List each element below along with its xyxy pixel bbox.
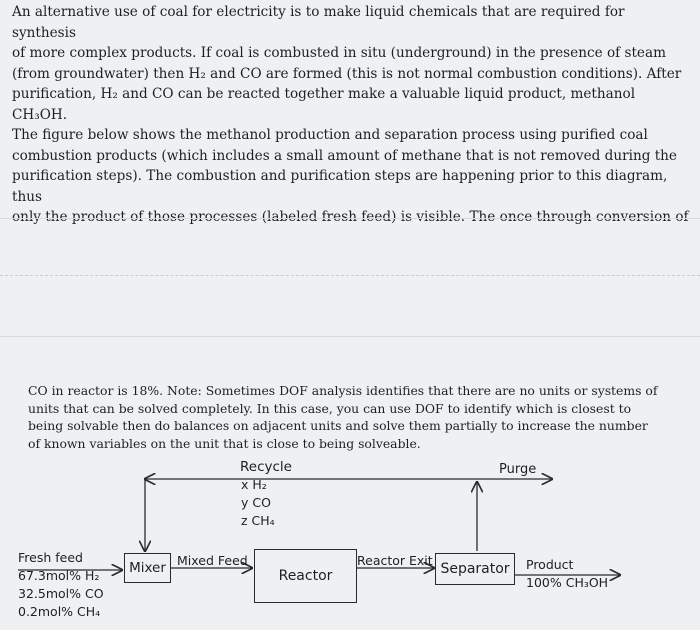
mixed-feed-label: Mixed Feed — [177, 553, 248, 568]
product-label: Product — [526, 557, 574, 572]
text-line: The figure below shows the methanol production and separation process using purified coal — [12, 127, 648, 143]
text-line: of known variables on the unit that is close to being solveable. — [28, 435, 421, 451]
recycle-component-co: y CO — [241, 495, 271, 510]
recycle-component-ch4: z CH₄ — [241, 513, 275, 528]
text-line: An alternative use of coal for electricity is to make liquid chemicals that are required for synthesis — [12, 4, 625, 41]
text-line: only the product of those processes (labeled fresh feed) is visible. The once through conversion of — [12, 209, 689, 225]
text-line: (from groundwater) then H₂ and CO are formed (this is not normal combustion conditions). After — [12, 65, 682, 82]
purge-label: Purge — [499, 462, 537, 477]
separator-label: Separator — [440, 561, 510, 577]
separator-unit — [435, 553, 515, 585]
flow-lines — [0, 455, 700, 630]
page-gap — [0, 218, 700, 338]
text-line: purification steps). The combustion and purification steps are happening prior to this diagram, thus — [12, 168, 668, 205]
divider — [0, 275, 700, 276]
problem-statement — [12, 2, 692, 228]
reactor-exit-label: Reactor Exit — [357, 553, 433, 568]
text-line: being solvable then do balances on adjacent units and solve them partially to increase the number — [28, 418, 648, 433]
recycle-label: Recycle — [240, 459, 292, 475]
mixer-unit — [124, 553, 171, 583]
reactor-unit — [254, 549, 357, 603]
fresh-feed-co: 32.5mol% CO — [18, 586, 104, 601]
recycle-component-h2: x H₂ — [241, 477, 267, 492]
reactor-label: Reactor — [278, 568, 333, 584]
fresh-feed-h2: 67.3mol% H₂ — [18, 568, 100, 583]
text-line: units that can be solved completely. In this case, you can use DOF to identify which is closest to — [28, 400, 632, 416]
problem-continuation — [28, 382, 668, 452]
text-line: CO in reactor is 18%. Note: Sometimes DOF analysis identifies that there are no units or systems of — [28, 383, 658, 398]
divider — [0, 218, 700, 219]
divider — [0, 336, 700, 337]
text-line: purification, H₂ and CO can be reacted together make a valuable liquid product, methanol CH₃OH. — [12, 86, 636, 123]
fresh-feed-ch4: 0.2mol% CH₄ — [18, 604, 101, 619]
mixer-label: Mixer — [129, 560, 166, 576]
text-line: of more complex products. If coal is combusted in situ (underground) in the presence of steam — [12, 45, 666, 61]
fresh-feed-label: Fresh feed — [18, 550, 83, 565]
product-composition: 100% CH₃OH — [526, 575, 609, 590]
process-flow-diagram — [0, 455, 700, 630]
text-line: combustion products (which includes a small amount of methane that is not removed during the — [12, 147, 677, 164]
